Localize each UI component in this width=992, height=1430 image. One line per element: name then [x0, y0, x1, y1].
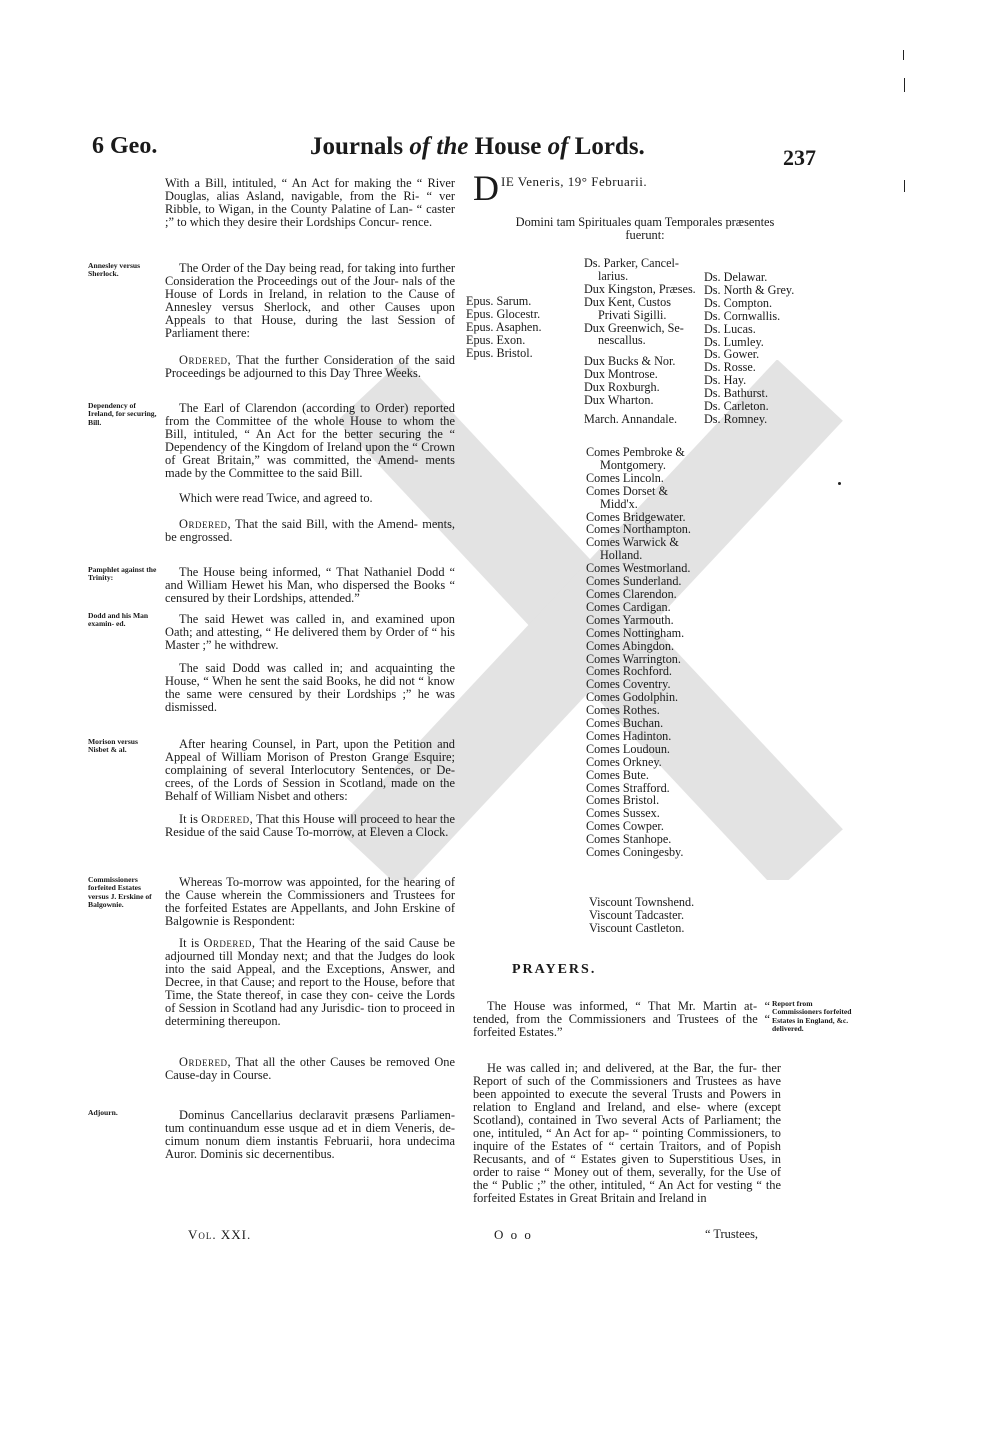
header-title-part: Lords.: [574, 133, 645, 160]
volume-number: Vol. XXI.: [188, 1227, 252, 1242]
order-prefix: It is: [179, 936, 204, 950]
bill-douglas-paragraph: With a Bill, intituled, “ An Act for making the “ River Douglas, alias Asland, navigable, from the Ri- “ ver Ribble, to Wigan, in the County Palatine of Lan- “ caster ;” to which they desire their Lordships Concur- rence.: [165, 176, 455, 229]
baron-entry: Ds. North & Grey.: [704, 282, 795, 297]
order-text: That all the other Causes be removed One Cause-day in Course.: [165, 1055, 455, 1082]
earl-entry: Comes Yarmouth.: [586, 612, 674, 627]
earl-entry: Comes Godolphin.: [586, 690, 679, 705]
earl-entry: Comes Nottingham.: [586, 625, 685, 640]
baron-entry: Ds. Cornwallis.: [704, 308, 781, 323]
adjourn-paragraph: Dominus Cancellarius declaravit præsens Parliamen- tum continuandum esse usque ad et in diem Veneris, de- cimum nonum diem instantis Februarii, hora undecima Auror. Dominis sic decernentibus.: [165, 1108, 455, 1161]
lords-present-heading: [500, 216, 790, 242]
earl-entry: Comes Coningesby.: [586, 845, 684, 860]
lords-present-line: fuerunt:: [625, 228, 665, 242]
header-title-part: of: [541, 133, 575, 160]
duke-entry: Dux Kingston, Præses.: [584, 281, 696, 296]
header-title-part: the: [430, 133, 475, 160]
earl-entry: Comes Pembroke &: [586, 445, 685, 459]
viscount-entry: Viscount Castleton.: [589, 920, 685, 935]
earl-entry: Comes Rothes.: [586, 703, 660, 718]
read-twice-paragraph: Which were read Twice, and agreed to.: [179, 491, 373, 505]
duke-entry: Dux Wharton.: [584, 393, 654, 408]
earl-entry: Comes Dorset &: [586, 483, 668, 498]
earl-entry: Comes Orkney.: [586, 754, 662, 769]
order-prefix: It is: [179, 812, 202, 826]
morison-paragraph: After hearing Counsel, in Part, upon the Petition and Appeal of William Morison of Preston Grange Esquire; complaining of several Interlocutory Sentences, or De- crees, of the Lords of Session in Scotland, made on the Behalf of William Nisbet and others:: [165, 737, 455, 803]
duke-entry: Dux Bucks & Nor.: [584, 354, 676, 369]
bishop-entry: Epus. Glocestr.: [466, 306, 541, 321]
baron-entry: Ds. Romney.: [704, 411, 768, 426]
hewet-paragraph: The said Hewet was called in, and examined upon Oath; and attesting, “ He delivered them by Order of “ his Master ;” he withdrew.: [165, 612, 455, 652]
margin-note-commissioners: Commissioners forfeited Estates versus J. Erskine of Balgownie.: [88, 875, 152, 910]
earl-entry: Comes Hadinton.: [586, 728, 672, 743]
prayers-heading: PRAYERS.: [512, 962, 597, 977]
ink-speck: [904, 78, 905, 92]
margin-note-dodd: Dodd and his Man examin- ed.: [88, 611, 149, 629]
bishop-entry: Epus. Bristol.: [466, 345, 533, 360]
ordered-label: Ordered,: [203, 936, 256, 950]
earl-entry: Comes Warrington.: [586, 651, 681, 666]
ordered-label: Ordered,: [179, 1055, 232, 1069]
baron-entry: Ds. Compton.: [704, 295, 773, 310]
earl-entry: Holland.: [600, 548, 643, 563]
drop-cap: D: [473, 168, 499, 208]
duke-entry: Dux Kent, Custos: [584, 294, 672, 309]
bishop-entry: Epus. Sarum.: [466, 294, 532, 308]
header-regnal-year: 6 Geo.: [92, 133, 158, 159]
ink-speck: [904, 180, 905, 192]
viscount-entry: Viscount Townshend.: [589, 895, 695, 909]
dodd-paragraph: The said Dodd was called in; and acquainting the House, “ When he sent the said Books, he did not “ know the same were censured by their Lordships ;” he was dismissed.: [165, 661, 455, 714]
engrossed-paragraph: [165, 518, 455, 544]
earl-entry: Montgomery.: [600, 457, 666, 472]
header-title: [310, 133, 645, 161]
margin-note-morison: Morison versus Nisbet & al.: [88, 737, 138, 755]
margin-note-dependency: Dependency of Ireland, for securing, Bill.: [88, 401, 157, 427]
earl-entry: Comes Clarendon.: [586, 586, 677, 601]
earl-entry: Comes Coventry.: [586, 677, 671, 692]
earl-entry: Comes Bridgewater.: [586, 509, 686, 524]
duke-entry: Ds. Parker, Cancel-: [584, 256, 679, 270]
earl-entry: Comes Sunderland.: [586, 574, 682, 589]
duke-entry: larius.: [598, 268, 629, 283]
header-title-part: Journals: [310, 133, 410, 160]
earl-entry: Comes Warwick &: [586, 535, 679, 550]
bishop-entry: Epus. Exon.: [466, 332, 526, 347]
ink-speck: [903, 50, 904, 60]
duke-entry: Dux Roxburgh.: [584, 380, 660, 395]
earl-entry: Comes Stanhope.: [586, 832, 672, 847]
earl-entry: Midd'x.: [600, 496, 638, 511]
signature-mark: O o o: [494, 1227, 533, 1242]
earl-entry: Comes Abingdon.: [586, 638, 675, 653]
ink-speck: [838, 482, 841, 485]
margin-note-adjourn: Adjourn.: [88, 1108, 118, 1117]
duke-entry: Privati Sigilli.: [598, 307, 667, 322]
viscount-entry: Viscount Tadcaster.: [589, 907, 684, 922]
order-text: That the further Consideration of the said Proceedings be adjourned to this Day Three Weeks.: [165, 353, 455, 380]
bishop-entry: Epus. Asaphen.: [466, 319, 542, 334]
earl-entry: Comes Buchan.: [586, 716, 664, 731]
header-title-part: of: [409, 133, 431, 160]
bishops-list: [466, 295, 542, 360]
earl-entry: Comes Lincoln.: [586, 470, 664, 485]
baron-entry: Ds. Rosse.: [704, 360, 756, 375]
baron-entry: Ds. Lucas.: [704, 321, 756, 336]
commissioners-paragraph: Whereas To-morrow was appointed, for the hearing of the Cause wherein the Commissioners and Trustees for the forfeited Estates are Appellants, and John Erskine of Balgownie is Respondent:: [165, 875, 455, 928]
ordered-label: Ordered,: [179, 353, 232, 367]
earl-entry: Comes Loudoun.: [586, 741, 670, 756]
martin-paragraph: The House was informed, “ That Mr. Martin at- “ tended, from the Commissioners and Trustees of the “ forfeited Estates.”: [473, 999, 770, 1039]
earl-entry: Comes Northampton.: [586, 522, 691, 537]
pamphlet-paragraph: The House being informed, “ That Nathaniel Dodd “ and William Hewet his Man, who dispersed the Books “ censured by their Lordships, attended.”: [165, 565, 455, 605]
baron-entry: Ds. Gower.: [704, 347, 760, 362]
sitting-date: [473, 168, 781, 208]
order-text: That the said Bill, with the Amend- ments, be engrossed.: [165, 517, 455, 544]
dependency-paragraph: The Earl of Clarendon (according to Order) reported from the Committee of the whole House to whom the Bill, intituled, “ An Act for the better securing the “ Dependency of the Kingdom of Ireland upon the “ Crown of Great Britain,” was committed, the Amend- ments made by the Committee to the said Bill.: [165, 401, 455, 480]
baron-entry: Ds. Delawar.: [704, 270, 768, 284]
duke-entry: Dux Montrose.: [584, 367, 658, 382]
baron-entry: Ds. Lumley.: [704, 334, 764, 349]
earl-entry: Comes Bute.: [586, 767, 649, 782]
dukes-list: [584, 257, 696, 426]
page-number: 237: [783, 145, 816, 170]
marquess-entry: March. Annandale.: [584, 411, 678, 426]
baron-entry: Ds. Bathurst.: [704, 386, 768, 401]
earl-entry: Comes Cardigan.: [586, 599, 671, 614]
causes-removed-paragraph: [165, 1056, 455, 1082]
earl-entry: Comes Sussex.: [586, 806, 660, 821]
earls-list: [586, 446, 691, 859]
order-text: That the Hearing of the said Cause be adjourned till Monday next; and that the Judges do look into the said Appeal, and the Exceptions, Answer, and Decree, in that Cause; and report to the House, before that Time, the State thereof, in case they con- ceive the Lords of Session in Scotland had any Jurisdic- tion to proceed in determining thereupon.: [165, 936, 456, 1028]
date-text: IE Veneris, 19° Februarii.: [501, 174, 648, 189]
viscounts-list: [589, 896, 694, 935]
ordered-label: Ordered,: [179, 517, 232, 531]
duke-entry: Dux Greenwich, Se-: [584, 320, 684, 335]
margin-note-pamphlet: Pamphlet against the Trinity:: [88, 565, 157, 583]
header-title-part: House: [474, 133, 542, 160]
margin-note-annesley: Annesley versus Sherlock.: [88, 261, 141, 279]
catchword: “ Trustees,: [705, 1227, 759, 1241]
morison-order-paragraph: [165, 813, 455, 839]
earl-entry: Comes Westmorland.: [586, 561, 691, 576]
order-text: That this House will proceed to hear the Residue of the said Cause To-morrow, at Eleven a Clock.: [165, 812, 455, 839]
called-in-paragraph: He was called in; and delivered, at the Bar, the fur- ther Report of such of the Commissioners and Trustees as have been appointed to execute the several Trusts and Powers in relation to England and Ireland, and else- where (except Scotland), contained in Two several Acts of Parliament; the one, intituled, “ An Act for ap- “ pointing Commissioners, to inquire of the Estates of “ certain Traitors, and of Popish Recusants, and of “ Estates given to Superstitious Uses, in order to raise “ Money out of them, severally, for the Use of the “ Public ;” the other, intituled, “ An Act for vesting “ the forfeited Estates in Great Britain and Ireland in: [473, 1061, 781, 1205]
annesley-order-paragraph: [165, 354, 455, 380]
duke-entry: nescallus.: [598, 333, 646, 348]
baron-entry: Ds. Hay.: [704, 373, 747, 388]
earl-entry: Comes Bristol.: [586, 793, 660, 808]
baron-entry: Ds. Carleton.: [704, 399, 769, 414]
lords-present-line: Domini tam Spirituales quam Temporales præsentes: [515, 215, 775, 229]
earl-entry: Comes Rochford.: [586, 664, 672, 679]
ordered-label: Ordered,: [201, 812, 254, 826]
earl-entry: Comes Strafford.: [586, 780, 670, 795]
barons-list: [704, 271, 794, 426]
earl-entry: Comes Cowper.: [586, 819, 664, 834]
margin-note-report: Report from Commissioners forfeited Estates in England, &c. delivered.: [772, 999, 852, 1034]
annesley-paragraph: The Order of the Day being read, for taking into further Consideration the Proceedings out of the Jour- nals of the House of Lords in Ireland, in relation to the Cause of Annesley versus Sherlock, and other Causes upon Appeals to that House, during the last Session of Parliament there:: [165, 261, 455, 340]
commissioners-order-paragraph: [165, 937, 455, 1028]
